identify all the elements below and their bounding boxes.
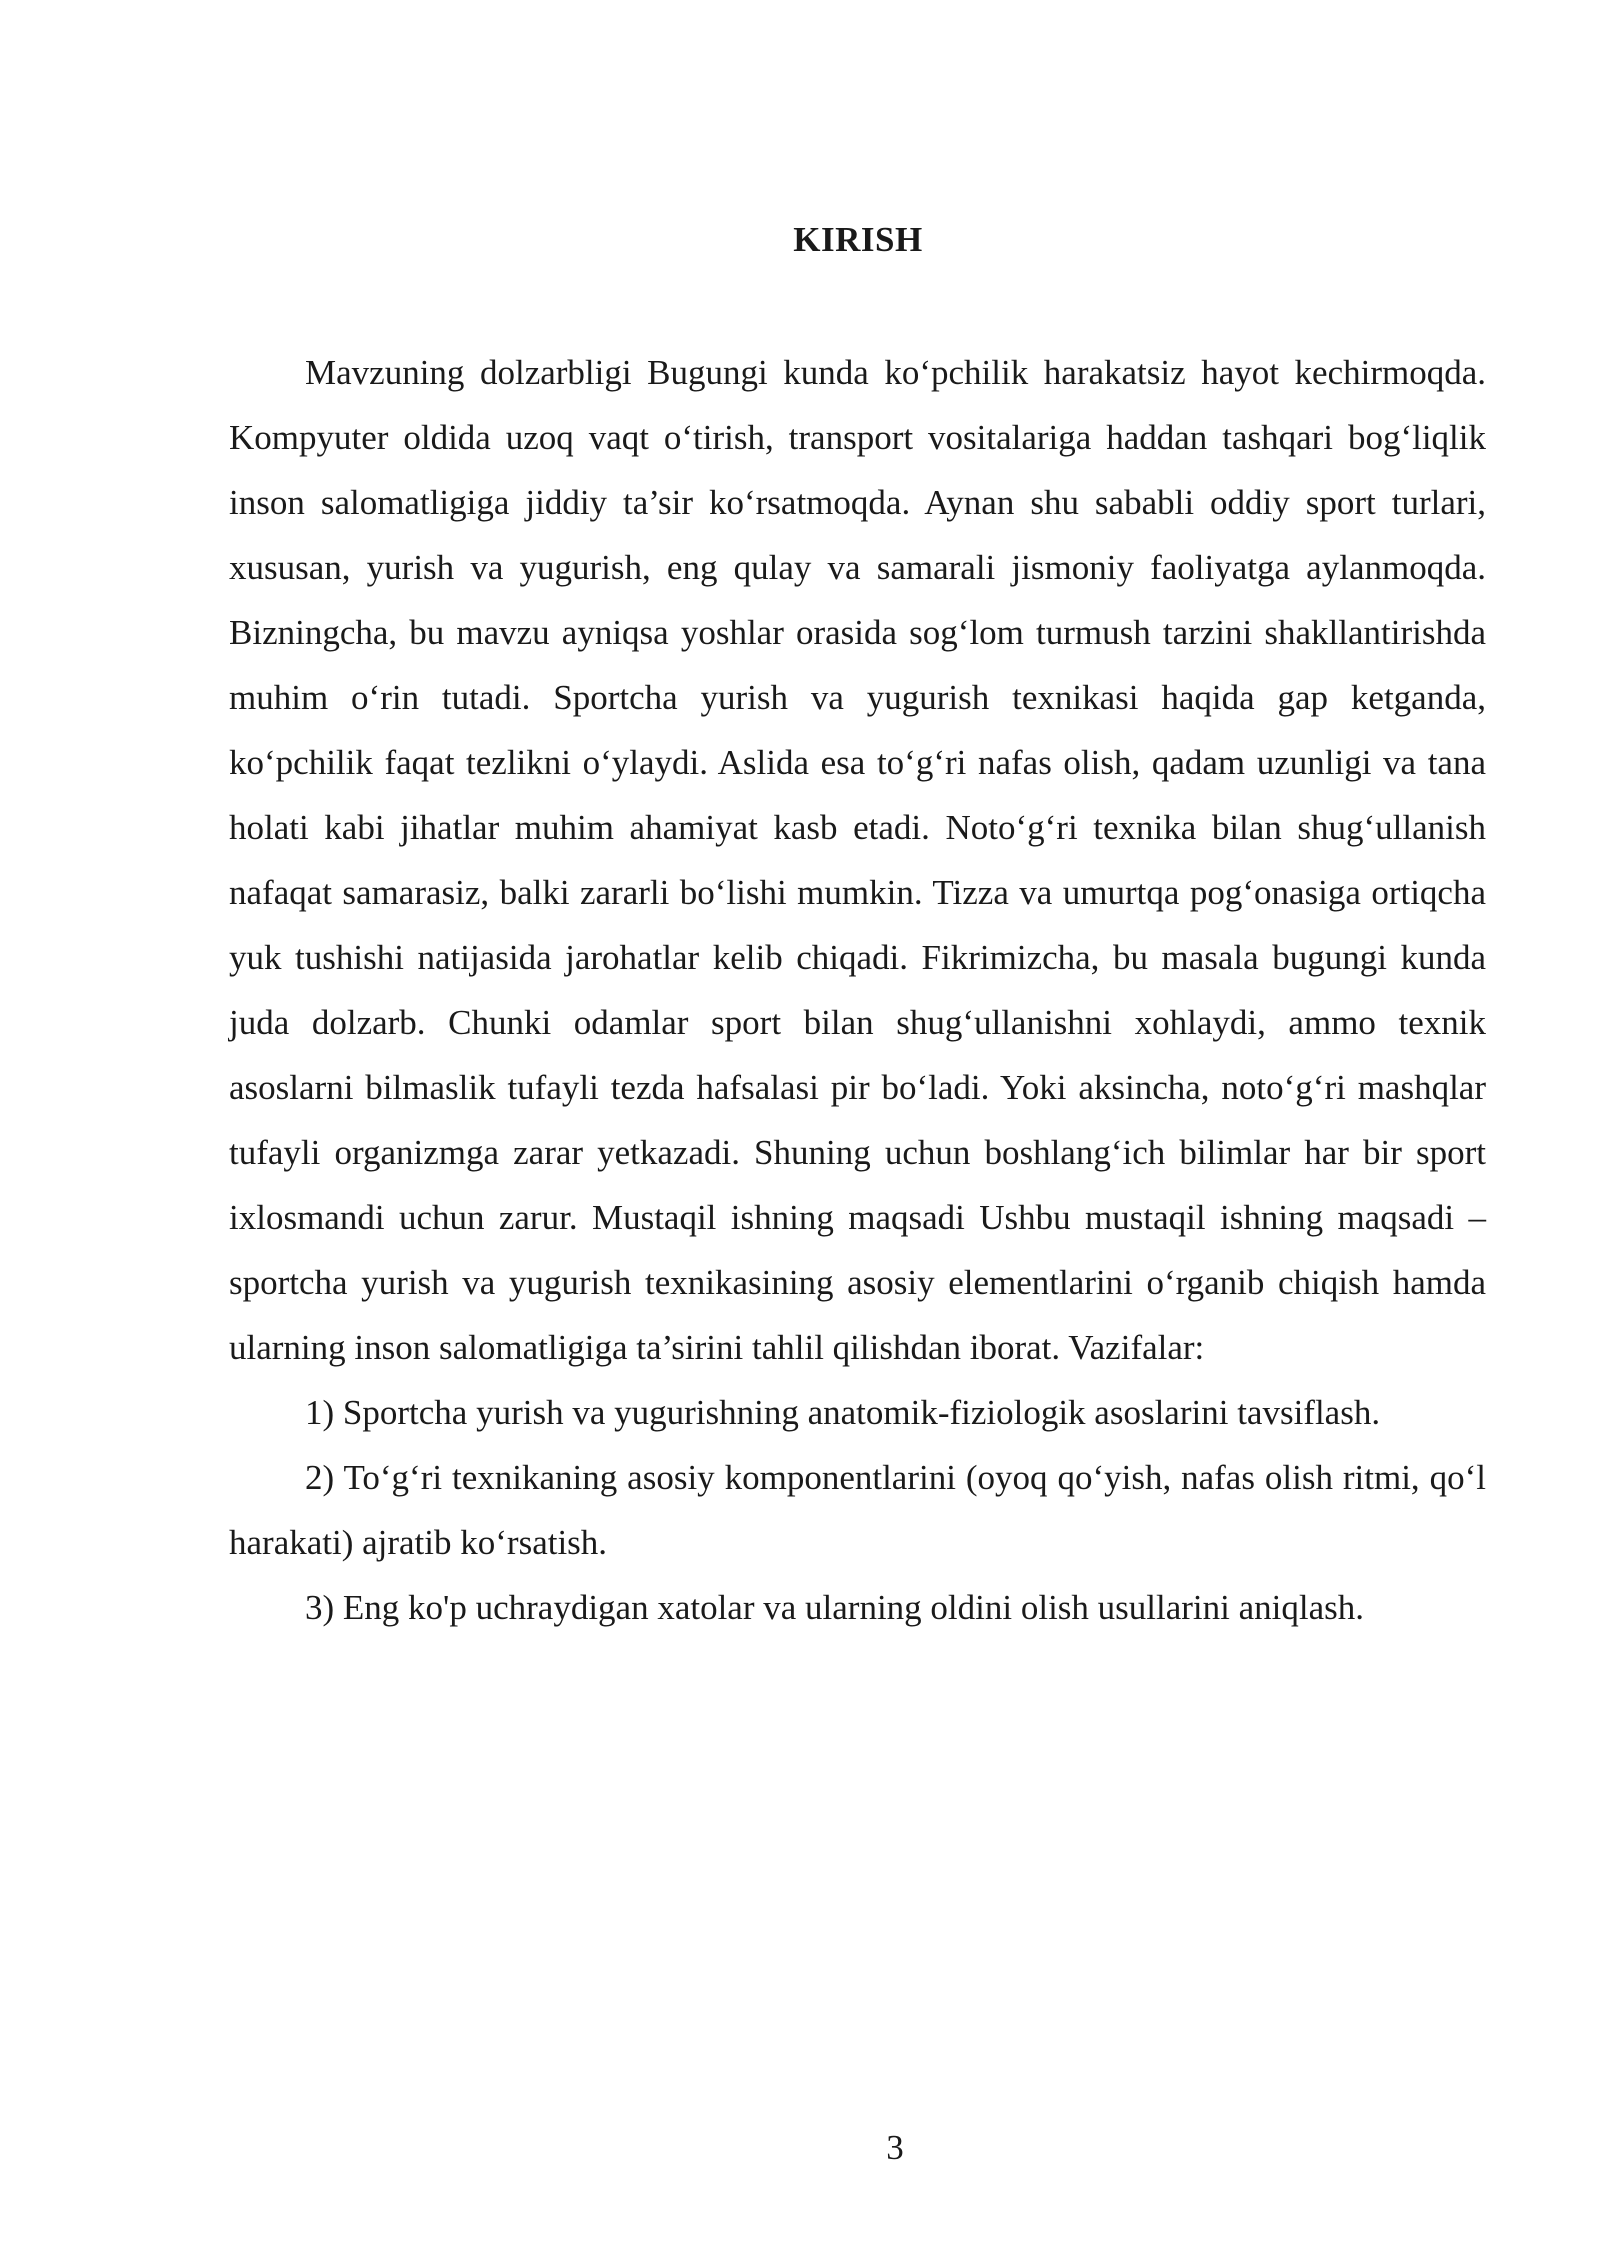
task-item-2: 2) To‘g‘ri texnikaning asosiy komponentlarini (oyoq qo‘yish, nafas olish ritmi, qo‘l harakati) ajratib ko‘rsatish. [229,1458,1486,1562]
document-body [229,340,1486,1640]
intro-paragraph: Mavzuning dolzarbligi Bugungi kunda ko‘pchilik harakatsiz hayot kechirmoqda. Kompyuter oldida uzoq vaqt o‘tirish, transport vositalariga haddan tashqari bog‘liqlik inson salomatligiga jiddiy ta’sir ko‘rsatmoqda. Aynan shu sababli oddiy sport turlari, xususan, yurish va yugurish, eng qulay va samarali jismoniy faoliyatga aylanmoqda. Bizningcha, bu mavzu ayniqsa yoshlar orasida sog‘lom turmush tarzini shakllantirishda muhim o‘rin tutadi. Sportcha yurish va yugurish texnikasi haqida gap ketganda, ko‘pchilik faqat tezlikni o‘ylaydi. Aslida esa to‘g‘ri nafas olish, qadam uzunligi va tana holati kabi jihatlar muhim ahamiyat kasb etadi. Noto‘g‘ri texnika bilan shug‘ullanish nafaqat samarasiz, balki zararli bo‘lishi mumkin. Tizza va umurtqa pog‘onasiga ortiqcha yuk tushishi natijasida jarohatlar kelib chiqadi. Fikrimizcha, bu masala bugungi kunda juda dolzarb. Chunki odamlar sport bilan shug‘ullanishni xohlaydi, ammo texnik asoslarni bilmaslik tufayli tezda hafsalasi pir bo‘ladi. Yoki aksincha, noto‘g‘ri mashqlar tufayli organizmga zarar yetkazadi. Shuning uchun boshlang‘ich bilimlar har bir sport ixlosmandi uchun zarur. Mustaqil ishning maqsadi Ushbu mustaqil ishning maqsadi – sportcha yurish va yugurish texnikasining asosiy elementlarini o‘rganib chiqish hamda ularning inson salomatligiga ta’sirini tahlil qilishdan iborat. Vazifalar: [229,353,1486,1367]
page-number: 3 [886,2128,904,2167]
task-item-1: 1) Sportcha yurish va yugurishning anatomik-fiziologik asoslarini tavsiflash. [305,1393,1381,1432]
task-item-3: 3) Eng ko'p uchraydigan xatolar va ularning oldini olish usullarini aniqlash. [305,1588,1365,1627]
page-title: KIRISH [793,220,923,259]
